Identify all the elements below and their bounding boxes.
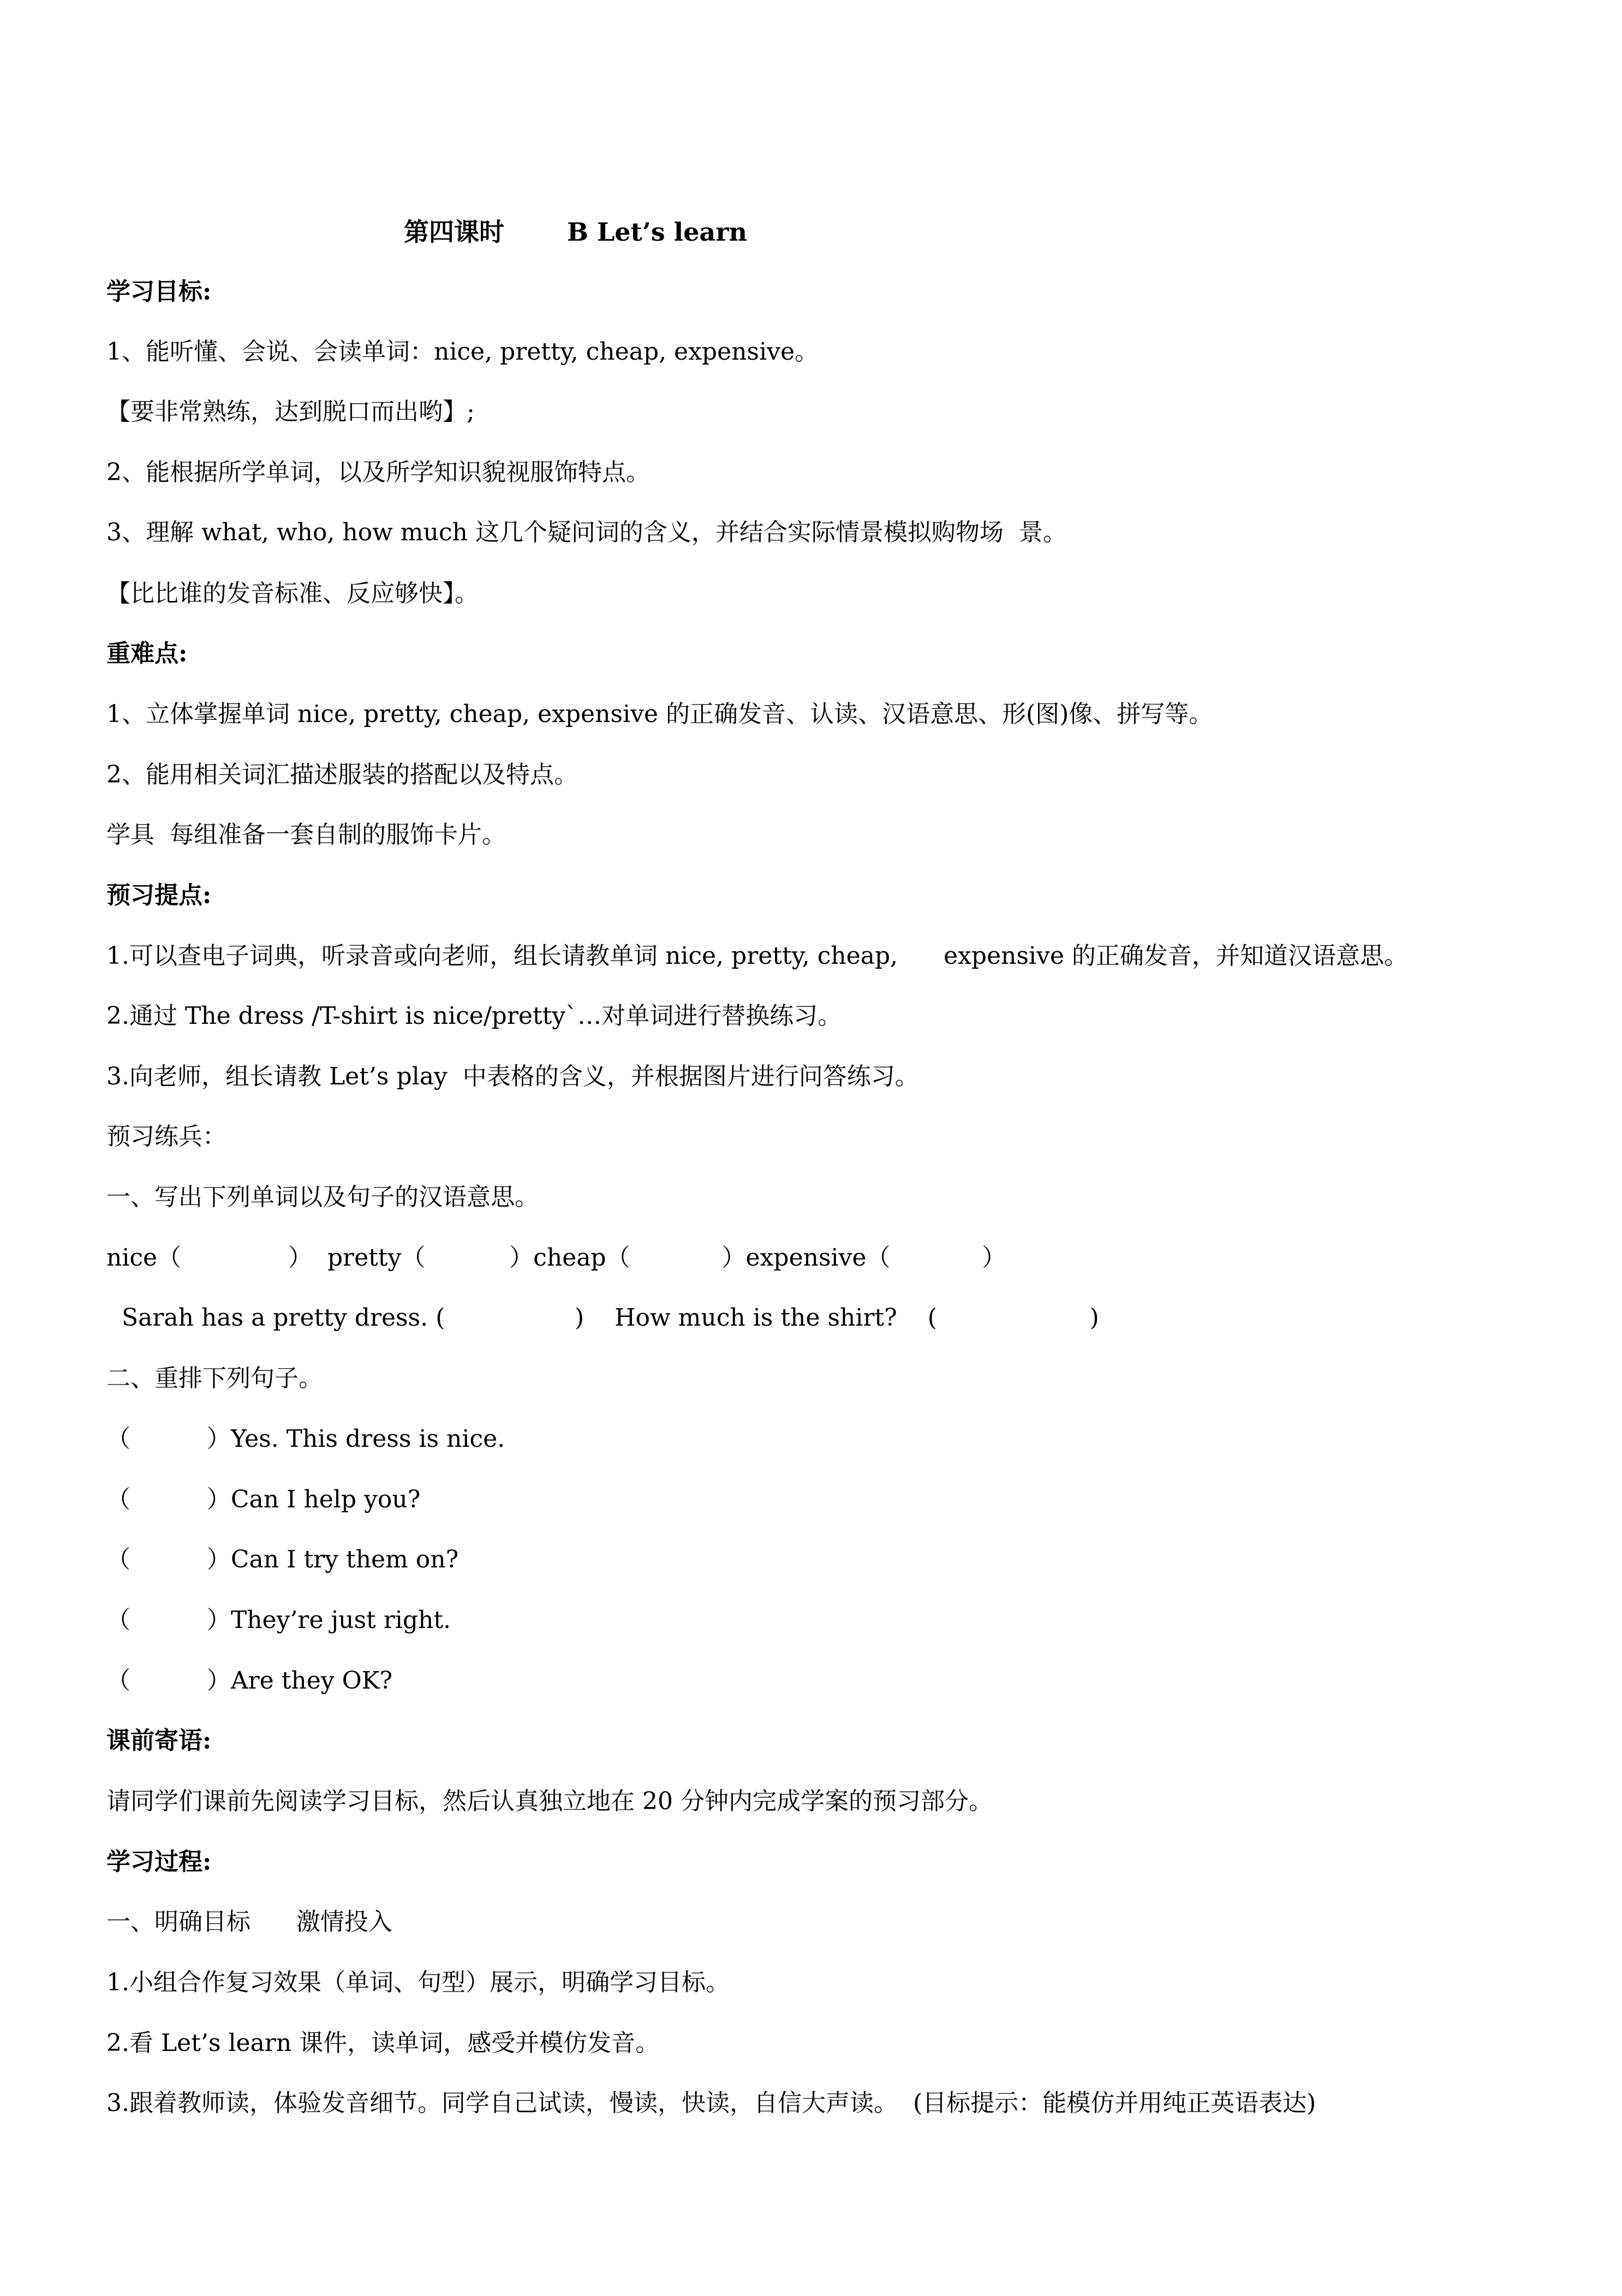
objective-item: 【比比谁的发音标准、反应够快】。	[106, 580, 479, 607]
reorder-item: （ ）They’re just right.	[106, 1606, 451, 1634]
key-points-heading: 重难点:	[106, 640, 188, 667]
reorder-item: （ ）Can I try them on?	[106, 1546, 459, 1573]
objective-item: 【要非常熟练，达到脱口而出哟】;	[106, 398, 475, 426]
objectives-heading: 学习目标:	[106, 278, 212, 306]
process-heading: 学习过程:	[106, 1848, 212, 1876]
message-text: 请同学们课前先阅读学习目标，然后认真独立地在 20 分钟内完成学案的预习部分。	[106, 1787, 993, 1815]
reorder-item: （ ）Can I help you?	[106, 1486, 421, 1513]
page-title	[404, 216, 747, 248]
lesson-number: 第四课时	[404, 217, 504, 247]
process-item: 3.跟着教师读，体验发音细节。同学自己试读，慢读，快读，自信大声读。 (目标提示：能模仿并用纯正英语表达)	[106, 2089, 1316, 2117]
preview-item: 3.向老师，组长请教 Let’s play 中表格的含义，并根据图片进行问答练习。	[106, 1063, 919, 1090]
word-translation-blanks: nice（ ） pretty（ ）cheap（ ）expensive（ ）	[106, 1244, 1006, 1272]
process-section-heading: 一、明确目标 激情投入	[106, 1908, 392, 1936]
lesson-unit: B Let’s learn	[567, 217, 747, 247]
preview-item: 1.可以查电子词典，听录音或向老师，组长请教单词 nice, pretty, cheap, expensive 的正确发音，并知道汉语意思。	[106, 942, 1408, 970]
process-item: 1.小组合作复习效果（单词、句型）展示，明确学习目标。	[106, 1969, 730, 1996]
objective-item: 2、能根据所学单词，以及所学知识貌视服饰特点。	[106, 458, 650, 486]
preview-item: 2.通过 The dress /T-shirt is nice/pretty`…对单词进行替换练习。	[106, 1002, 842, 1030]
tools-text: 学具 每组准备一套自制的服饰卡片。	[106, 821, 506, 849]
practice-part1-heading: 一、写出下列单词以及句子的汉语意思。	[106, 1183, 539, 1211]
message-heading: 课前寄语:	[106, 1727, 212, 1755]
objective-item: 1、能听懂、会说、会读单词：nice, pretty, cheap, expensive。	[106, 338, 819, 366]
objective-item: 3、理解 what, who, how much 这几个疑问词的含义，并结合实际情景模拟购物场 景。	[106, 518, 1067, 546]
key-point-item: 2、能用相关词汇描述服装的搭配以及特点。	[106, 761, 578, 789]
process-item: 2.看 Let’s learn 课件，读单词，感受并模仿发音。	[106, 2029, 660, 2057]
key-point-item: 1、立体掌握单词 nice, pretty, cheap, expensive 的正确发音、认读、汉语意思、形(图)像、拼写等。	[106, 700, 1213, 728]
reorder-item: （ ）Are they OK?	[106, 1667, 393, 1695]
reorder-item: （ ）Yes. This dress is nice.	[106, 1425, 505, 1453]
practice-part2-heading: 二、重排下列句子。	[106, 1364, 323, 1392]
preview-heading: 预习提点:	[106, 881, 212, 909]
sentence-translation-blanks: Sarah has a pretty dress. ( ) How much is the shirt? ( )	[106, 1304, 1099, 1332]
practice-heading: 预习练兵：	[106, 1123, 226, 1150]
